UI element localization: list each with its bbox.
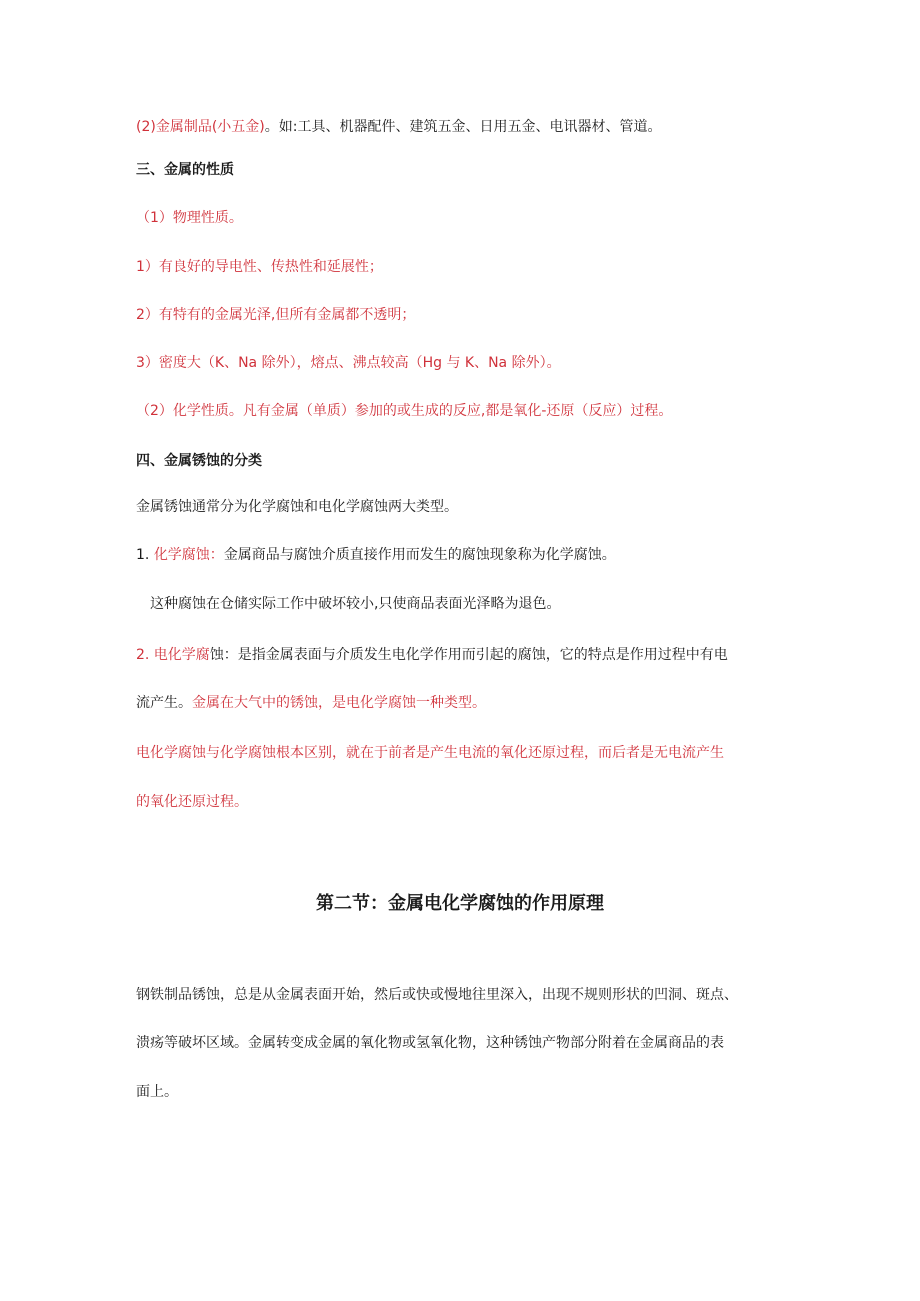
heading-corrosion-classification: 四、金属锈蚀的分类	[136, 453, 262, 469]
physical-property-2: 2）有特有的金属光泽,但所有金属都不透明；	[136, 307, 416, 323]
chemical-corrosion-note: 这种腐蚀在仓储实际工作中破坏较小,只使商品表面光泽略为退色。	[150, 596, 561, 612]
chemical-corrosion-number: 1.	[136, 547, 154, 563]
chemical-properties: （2）化学性质。凡有金属（单质）参加的或生成的反应,都是氧化-还原（反应）过程。	[136, 403, 673, 419]
section-title: 第二节：金属电化学腐蚀的作用原理	[316, 893, 604, 914]
atmospheric-rust-text: 金属在大气中的锈蚀，是电化学腐蚀一种类型。	[192, 695, 486, 711]
corrosion-intro: 金属锈蚀通常分为化学腐蚀和电化学腐蚀两大类型。	[136, 499, 458, 515]
electrochemical-corrosion-definition	[136, 645, 728, 665]
electrochemical-corrosion-term: 2. 电化学腐	[136, 647, 210, 663]
electrochemical-corrosion-continued	[136, 693, 486, 713]
steel-rust-line-1: 钢铁制品锈蚀，总是从金属表面开始，然后或快或慢地往里深入，出现不规则形状的凹洞、斑点、	[136, 987, 738, 1003]
electrochemical-corrosion-text: 蚀：是指金属表面与介质发生电化学作用而引起的腐蚀，它的特点是作用过程中有电	[209, 647, 728, 663]
steel-rust-line-3: 面上。	[136, 1084, 178, 1100]
chemical-corrosion-definition	[136, 545, 616, 565]
paragraph-metal-products	[136, 117, 661, 137]
metal-products-examples: 。如:工具、机器配件、建筑五金、日用五金、电讯器材、管道。	[264, 119, 662, 135]
corrosion-difference-line-2: 的氧化还原过程。	[136, 794, 248, 810]
heading-metal-properties: 三、金属的性质	[136, 162, 234, 178]
steel-rust-line-2: 溃疡等破坏区域。金属转变成金属的氧化物或氢氧化物，这种锈蚀产物部分附着在金属商品的表	[136, 1035, 724, 1051]
metal-products-label: (2)金属制品(小五金)	[136, 119, 265, 135]
chemical-corrosion-text: 金属商品与腐蚀介质直接作用而发生的腐蚀现象称为化学腐蚀。	[223, 547, 616, 563]
physical-property-1: 1）有良好的导电性、传热性和延展性；	[136, 259, 383, 275]
chemical-corrosion-term: 化学腐蚀：	[153, 547, 224, 563]
physical-property-3: 3）密度大（K、Na 除外），熔点、沸点较高（Hg 与 K、Na 除外）。	[136, 355, 561, 371]
physical-properties-title: （1）物理性质。	[136, 210, 243, 226]
electrochemical-current-text: 流产生。	[136, 695, 192, 711]
corrosion-difference-line-1: 电化学腐蚀与化学腐蚀根本区别，就在于前者是产生电流的氧化还原过程，而后者是无电流产生	[136, 745, 724, 761]
